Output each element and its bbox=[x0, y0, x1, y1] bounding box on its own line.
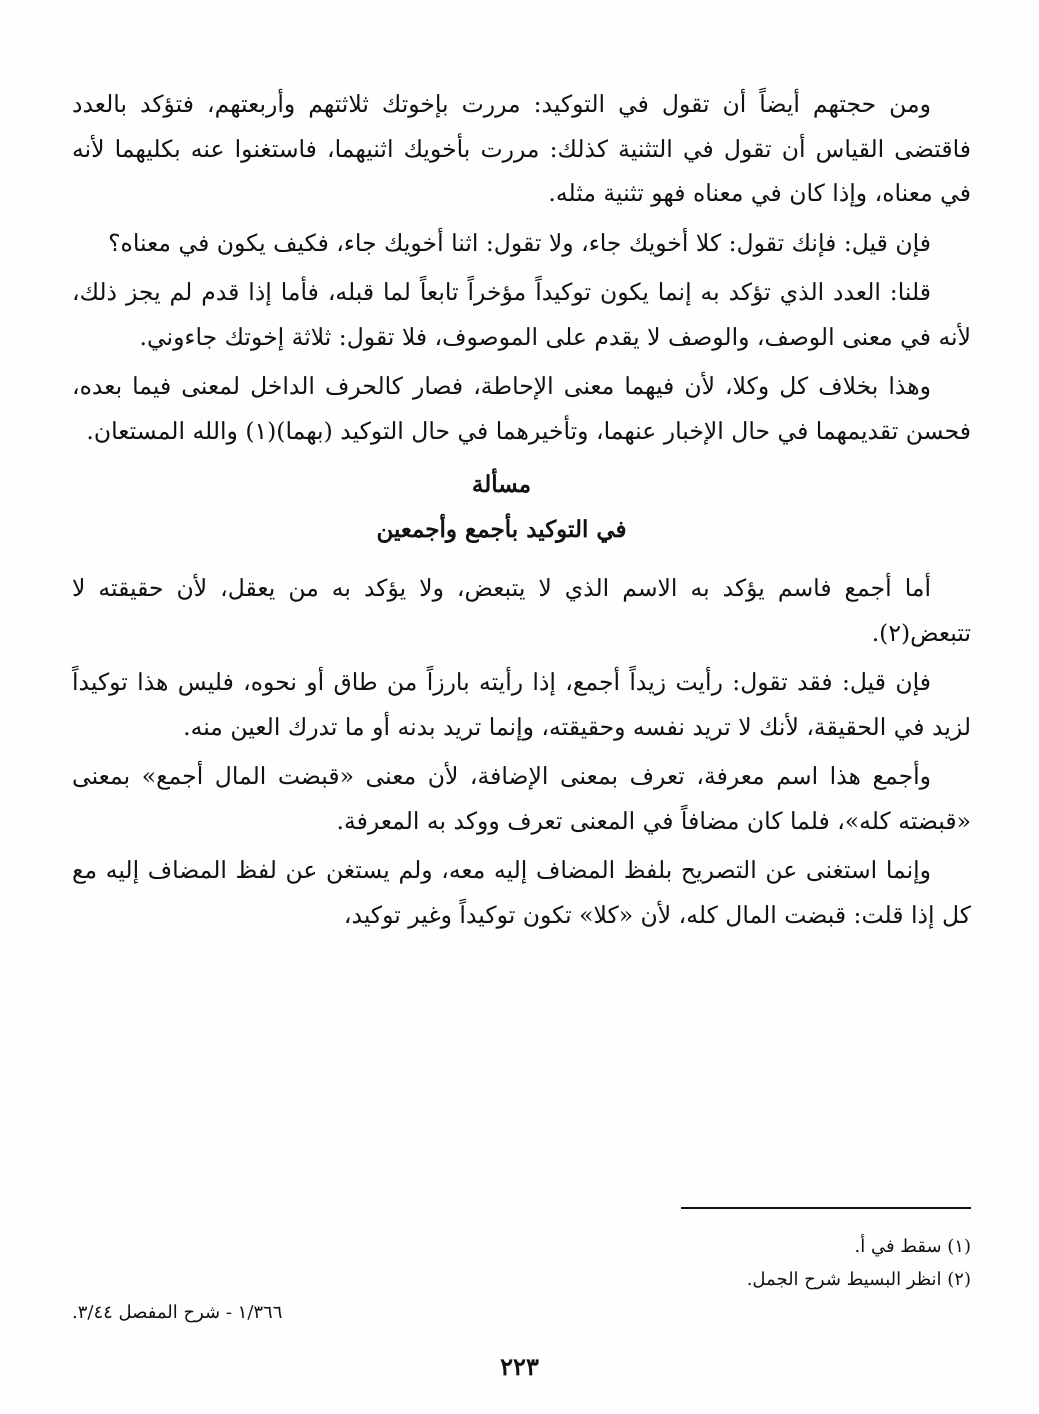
paragraph: ومن حجتهم أيضاً أن تقول في التوكيد: مررت بإخوتك ثلاثتهم وأربعتهم، فتؤكد بالعدد فاقتضى القياس أن تقول في التثنية كذلك: مررت بأخويك اثنيهما، فاستغنوا عنه بكليهما لأنه في معناه، وإذا كان في معناه فهو تثنية مثله. bbox=[72, 90, 971, 207]
footnote: (١) سقط في أ. bbox=[854, 1236, 971, 1257]
paragraph: فإن قيل: فإنك تقول: كلا أخويك جاء، ولا تقول: اثنا أخويك جاء، فكيف يكون في معناه؟ bbox=[108, 228, 931, 257]
page-number: ٢٢٣ bbox=[500, 1352, 539, 1381]
paragraph: وهذا بخلاف كل وكلا، لأن فيهما معنى الإحاطة، فصار كالحرف الداخل لمعنى فيما بعده، فحسن تقديمهما في حال الإخبار عنهما، وتأخيرهما في حال التوكيد (بهما)(١) والله المستعان. bbox=[72, 372, 971, 445]
main-text bbox=[72, 82, 971, 942]
paragraph: أما أجمع فاسم يؤكد به الاسم الذي لا يتبعض، ولا يؤكد به من يعقل، لأن حقيقته لا تتبعض(٢). bbox=[72, 574, 971, 647]
paragraph: وإنما استغنى عن التصريح بلفظ المضاف إليه معه، ولم يستغن عن لفظ المضاف إليه مع كل إذا قلت: قبضت المال كله، لأن «كلا» تكون توكيداً وغير توكيد، bbox=[72, 856, 971, 929]
footnote: (٢) انظر البسيط شرح الجمل. bbox=[746, 1269, 971, 1290]
paragraph: قلنا: العدد الذي تؤكد به إنما يكون توكيداً مؤخراً تابعاً لما قبله، فأما إذا قدم لم يجز ذلك، لأنه في معنى الوصف، والوصف لا يقدم على الموصوف، فلا تقول: ثلاثة إخوتك جاءوني. bbox=[72, 278, 971, 351]
heading-line-1: مسألة bbox=[471, 471, 532, 498]
section-heading bbox=[72, 465, 971, 550]
paragraph: فإن قيل: فقد تقول: رأيت زيداً أجمع، إذا رأيته بارزاً من طاق أو نحوه، فليس هذا توكيداً لزيد في الحقيقة، لأنك لا تريد نفسه وحقيقته، وإنما تريد بدنه أو ما تدرك العين منه. bbox=[72, 668, 971, 741]
footnote-continuation: ١/٣٦٦ - شرح المفصل ٣/٤٤. bbox=[72, 1302, 283, 1323]
footnote-divider bbox=[681, 1207, 971, 1209]
paragraph: وأجمع هذا اسم معرفة، تعرف بمعنى الإضافة، لأن معنى «قبضت المال أجمع» بمعنى «قبضته كله»، فلما كان مضافاً في المعنى تعرف ووكد به المعرفة. bbox=[72, 762, 971, 835]
footnotes bbox=[72, 1230, 971, 1329]
heading-line-2: في التوكيد بأجمع وأجمعين bbox=[376, 516, 627, 543]
